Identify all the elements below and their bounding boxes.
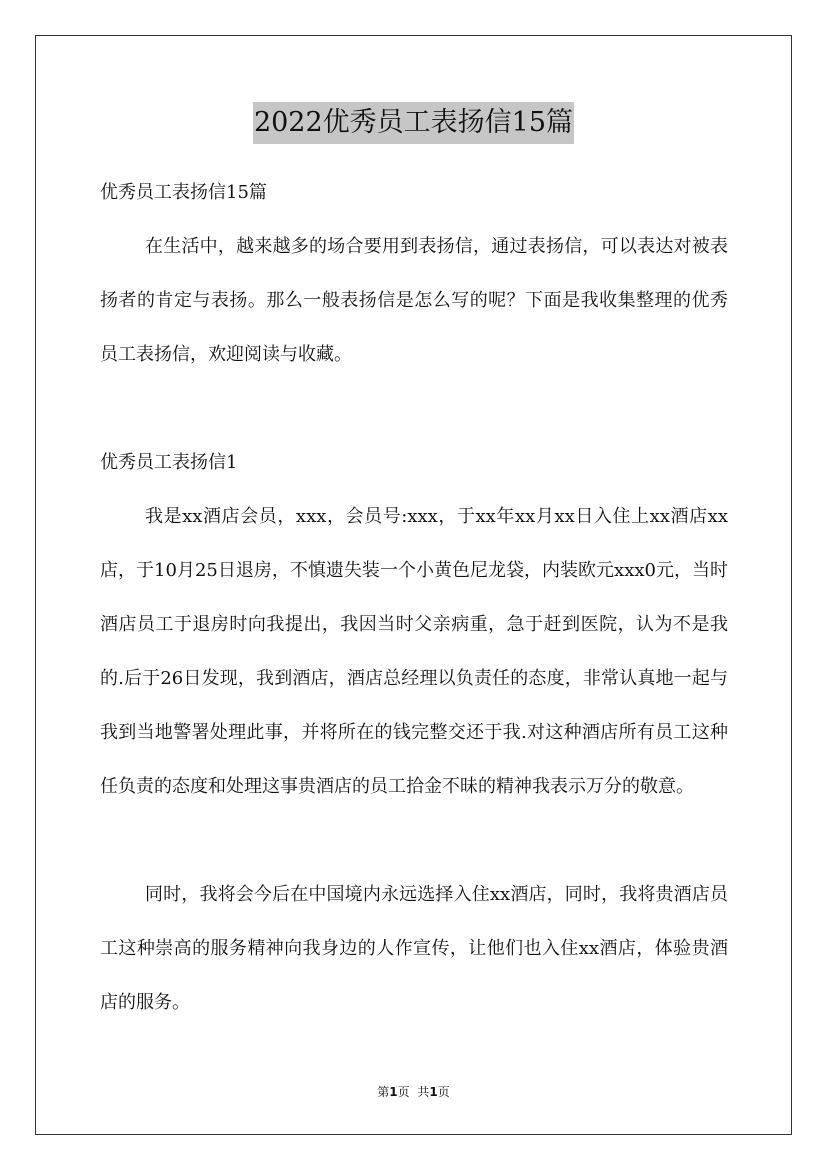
footer-page-number: 1 xyxy=(389,1085,398,1099)
document-subtitle: 优秀员工表扬信15篇 xyxy=(100,182,267,203)
body-paragraph-1: 我是xx酒店会员，xxx，会员号:xxx，于xx年xx月xx日入住上xx酒店xx店，于10月25日退房，不慎遗失装一个小黄色尼龙袋，内装欧元xxx0元，当时酒店员工于退房时向我提出，我因当时父亲病重，急于赶到医院，认为不是我的.后于26日发现，我到酒店，酒店总经理以负责任的态度，非常认真地一起与我到当地警署处理此事，并将所在的钱完整交还于我.对这种酒店所有员工这种任负责的态度和处理这事贵酒店的员工拾金不昧的精神我表示万分的敬意。 xyxy=(100,506,728,797)
footer-total-suffix: 页 xyxy=(437,1085,450,1099)
document-title xyxy=(0,101,827,144)
page-footer xyxy=(0,1084,827,1100)
section-heading: 优秀员工表扬信1 xyxy=(100,452,238,473)
footer-total-pages: 1 xyxy=(429,1085,438,1099)
footer-page-prefix: 第 xyxy=(377,1085,390,1099)
footer-total-prefix: 共 xyxy=(417,1085,430,1099)
document-title-text: 2022优秀员工表扬信15篇 xyxy=(253,102,574,144)
body-paragraph-2: 同时，我将会今后在中国境内永远选择入住xx酒店，同时，我将贵酒店员工这种崇高的服务精神向我身边的人作宣传，让他们也入住xx酒店，体验贵酒店的服务。 xyxy=(100,884,728,1013)
intro-paragraph: 在生活中，越来越多的场合要用到表扬信，通过表扬信，可以表达对被表扬者的肯定与表扬。那么一般表扬信是怎么写的呢？下面是我收集整理的优秀员工表扬信，欢迎阅读与收藏。 xyxy=(100,236,728,365)
footer-page-suffix: 页 xyxy=(397,1085,410,1099)
